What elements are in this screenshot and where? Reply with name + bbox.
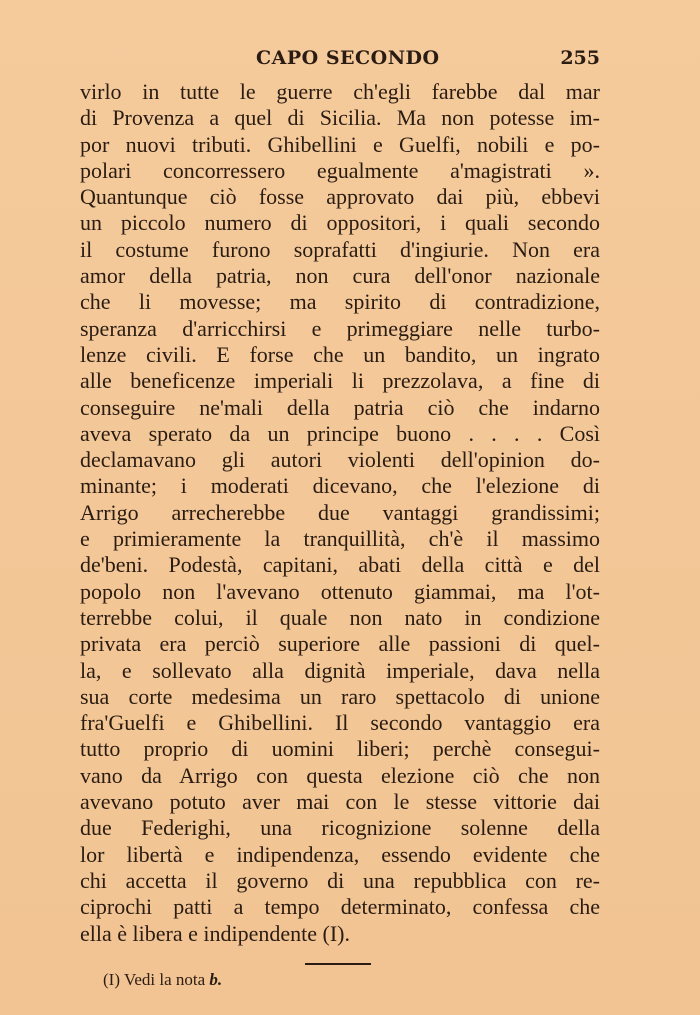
text-line: lenze civili. E forse che un bandito, un ingrato xyxy=(80,341,600,367)
text-line-last: ella è libera e indipendente (I). xyxy=(80,920,350,946)
text-line: polari concorressero egualmente a'magistrati ». xyxy=(80,157,600,183)
footnote-marker: (I) xyxy=(103,970,120,989)
text-line: amor della patria, non cura dell'onor nazionale xyxy=(80,263,600,289)
footnote-text: Vedi la nota xyxy=(123,970,206,989)
text-line: chi accetta il governo di una repubblica con re- xyxy=(80,867,600,893)
text-line: Quantunque ciò fosse approvato dai più, ebbevi xyxy=(80,184,600,210)
text-line: un piccolo numero di oppositori, i quali secondo xyxy=(80,210,600,236)
text-line: sua corte medesima un raro spettacolo di unione xyxy=(80,683,600,709)
text-line: che li movesse; ma spirito di contradizione, xyxy=(80,289,600,315)
text-line: il costume furono soprafatti d'ingiurie. Non era xyxy=(80,236,600,262)
text-line: e primieramente la tranquillità, ch'è il massimo xyxy=(80,526,600,552)
text-line: tutto proprio di uomini liberi; perchè consegui- xyxy=(80,736,600,762)
text-line: alle beneficenze imperiali li prezzolava, a fine di xyxy=(80,368,600,394)
text-line: vano da Arrigo con questa elezione ciò che non xyxy=(80,762,600,788)
text-line: por nuovi tributi. Ghibellini e Guelfi, nobili e po- xyxy=(80,131,600,157)
text-line: ciprochi patti a tempo determinato, confessa che xyxy=(80,894,600,920)
body-text xyxy=(80,79,600,947)
footnote-divider xyxy=(305,963,371,965)
text-line: fra'Guelfi e Ghibellini. Il secondo vantaggio era xyxy=(80,710,600,736)
footnote-reference: b. xyxy=(209,970,223,989)
footnote xyxy=(103,968,222,992)
text-line: minante; i moderati dicevano, che l'elezione di xyxy=(80,473,600,499)
text-line: due Federighi, una ricognizione solenne della xyxy=(80,815,600,841)
text-line: conseguire ne'mali della patria ciò che indarno xyxy=(80,394,600,420)
text-line: terrebbe colui, il quale non nato in condizione xyxy=(80,604,600,630)
text-line: popolo non l'avevano ottenuto giammai, ma l'ot- xyxy=(80,578,600,604)
text-line: privata era perciò superiore alle passioni di quel- xyxy=(80,631,600,657)
page-header xyxy=(80,47,600,77)
text-line: avevano potuto aver mai con le stesse vittorie dai xyxy=(80,789,600,815)
running-title: CAPO SECONDO xyxy=(256,47,440,69)
text-line: aveva sperato da un principe buono . . . . Così xyxy=(80,420,600,446)
text-line: virlo in tutte le guerre ch'egli farebbe dal mar xyxy=(80,79,600,104)
text-line: la, e sollevato alla dignità imperiale, dava nella xyxy=(80,657,600,683)
text-line: di Provenza a quel di Sicilia. Ma non potesse im- xyxy=(80,105,600,131)
text-line: Arrigo arrecherebbe due vantaggi grandissimi; xyxy=(80,499,600,525)
page-number: 255 xyxy=(560,47,600,69)
text-line: declamavano gli autori violenti dell'opinion do- xyxy=(80,447,600,473)
text-line: de'beni. Podestà, capitani, abati della città e del xyxy=(80,552,600,578)
text-line: lor libertà e indipendenza, essendo evidente che xyxy=(80,841,600,867)
text-line: speranza d'arricchirsi e primeggiare nelle turbo- xyxy=(80,315,600,341)
